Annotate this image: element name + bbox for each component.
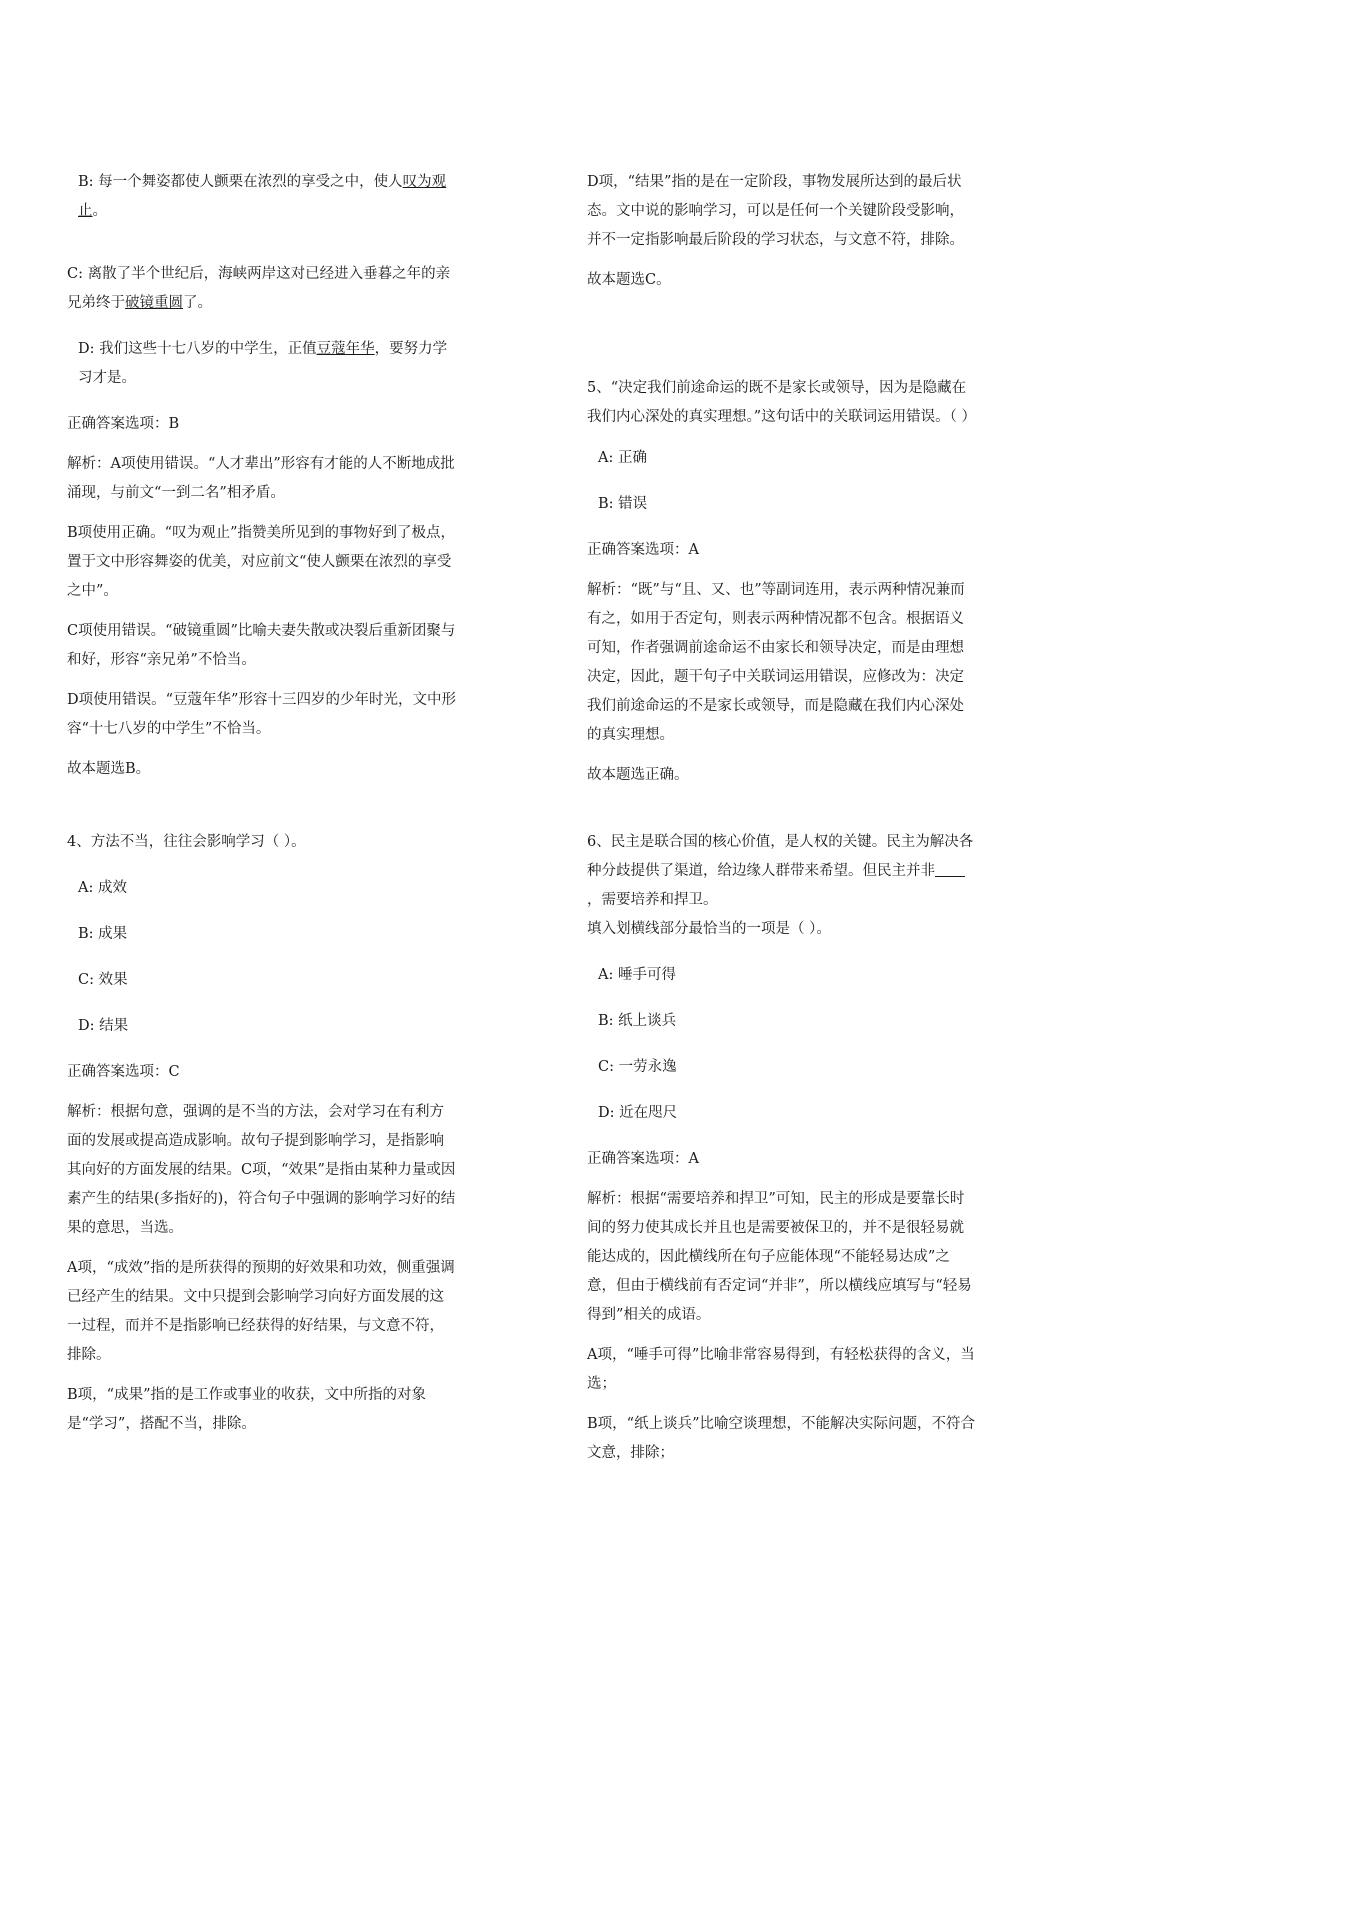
option-a: A: 唾手可得 (598, 967, 676, 983)
conclusion-line: 故本题选正确。 (587, 767, 689, 783)
underlined-idiom: 豆蔻年华 (316, 341, 375, 357)
analysis-paragraph: B项，“纸上谈兵”比喻空谈理想，不能解决实际问题，不符合文意，排除； (587, 1416, 975, 1461)
option-c: C: 一劳永逸 (598, 1059, 677, 1075)
analysis-paragraph: B项，“成果”指的是工作或事业的收获，文中所指的对象是“学习”，搭配不当，排除。 (67, 1387, 426, 1432)
option-b: B: 纸上谈兵 (598, 1013, 677, 1029)
underlined-idiom: 叹为观止 (78, 174, 447, 219)
option-a: A: 正确 (598, 450, 647, 466)
conclusion-line: 故本题选B。 (67, 761, 151, 777)
option-b: B: 错误 (598, 496, 648, 512)
option-d: D: 近在咫尺 (598, 1105, 678, 1121)
analysis-paragraph: D项使用错误。“豆蔻年华”形容十三四岁的少年时光，文中形容“十七八岁的中学生”不恰当。 (67, 692, 456, 737)
option-a: A: 成效 (78, 880, 127, 896)
conclusion-line: 故本题选C。 (587, 272, 671, 288)
right-top-column (587, 168, 977, 801)
question-5: 5、“决定我们前途命运的既不是家长或领导，因为是隐藏在我们内心深处的真实理想。”这句话中的关联词运用错误。（ ） (587, 380, 977, 425)
answer-line: 正确答案选项：A (587, 1151, 699, 1167)
option-b-line: B: 每一个舞姿都使人颤栗在浓烈的享受之中，使人叹为观止。 (78, 174, 447, 219)
analysis-paragraph: B项使用正确。“叹为观止”指赞美所见到的事物好到了极点，置于文中形容舞姿的优美，对应前文“使人颤栗在浓烈的享受之中”。 (67, 525, 455, 599)
fill-blank-line (935, 860, 965, 877)
option-d: D: 结果 (78, 1018, 129, 1034)
left-top-column (67, 168, 457, 795)
question-6: 6、民主是联合国的核心价值，是人权的关键。民主为解决各种分歧提供了渠道，给边缘人群带来希望。但民主并非，需要培养和捍卫。 (587, 834, 974, 908)
underlined-idiom: 破镜重圆 (125, 295, 183, 311)
analysis-paragraph: 解析：根据“需要培养和捍卫”可知，民主的形成是要靠长时间的努力使其成长并且也是需要被保卫的，并不是很轻易就能达成的，因此横线所在句子应能体现“不能轻易达成”之意，但由于横线前有否定词“并非”，所以横线应填写与“轻易得到”相关的成语。 (587, 1191, 972, 1323)
analysis-paragraph: C项使用错误。“破镜重圆”比喻夫妻失散或决裂后重新团聚与和好，形容“亲兄弟”不恰当。 (67, 623, 456, 668)
answer-line: 正确答案选项：B (67, 416, 180, 432)
question-4: 4、方法不当，往往会影响学习（ ）。 (67, 834, 306, 850)
answer-line: 正确答案选项：A (587, 542, 699, 558)
option-c: C: 效果 (78, 972, 128, 988)
question-6-instruction: 填入划横线部分最恰当的一项是（ ）。 (587, 921, 831, 937)
analysis-paragraph: A项，“唾手可得”比喻非常容易得到，有轻松获得的含义，当选； (587, 1347, 975, 1392)
analysis-paragraph: A项，“成效”指的是所获得的预期的好效果和功效，侧重强调已经产生的结果。文中只提到会影响学习向好方面发展的这一过程，而并不是指影响已经获得的好结果，与文意不符，排除。 (67, 1260, 455, 1363)
analysis-paragraph: D项，“结果”指的是在一定阶段，事物发展所达到的最后状态。文中说的影响学习，可以是任何一个关键阶段受影响，并不一定指影响最后阶段的学习状态，与文意不符，排除。 (587, 174, 964, 248)
analysis-paragraph: 解析：根据句意，强调的是不当的方法，会对学习在有利方面的发展或提高造成影响。故句子提到影响学习，是指影响其向好的方面发展的结果。C项，“效果”是指由某种力量或因素产生的结果(多指好的)，符合句子中强调的影响学习好的结果的意思，当选。 (67, 1104, 456, 1236)
answer-line: 正确答案选项：C (67, 1064, 180, 1080)
analysis-paragraph: 解析：A项使用错误。“人才辈出”形容有才能的人不断地成批涌现，与前文“一到二名”相矛盾。 (67, 456, 455, 501)
right-bottom-column (587, 828, 977, 1479)
left-bottom-column (67, 828, 457, 1450)
analysis-paragraph: 解析：“既”与“且、又、也”等副词连用，表示两种情况兼而有之，如用于否定句，则表示两种情况都不包含。根据语义可知，作者强调前途命运不由家长和领导决定，而是由理想决定，因此，题干句子中关联词运用错误，应修改为：决定我们前途命运的不是家长或领导，而是隐藏在我们内心深处的真实理想。 (587, 582, 965, 743)
option-b: B: 成果 (78, 926, 128, 942)
option-c-line: C: 离散了半个世纪后，海峡两岸这对已经进入垂暮之年的亲兄弟终于破镜重圆了。 (67, 266, 451, 311)
option-d-line: D: 我们这些十七八岁的中学生，正值豆蔻年华，要努力学习才是。 (78, 341, 448, 386)
